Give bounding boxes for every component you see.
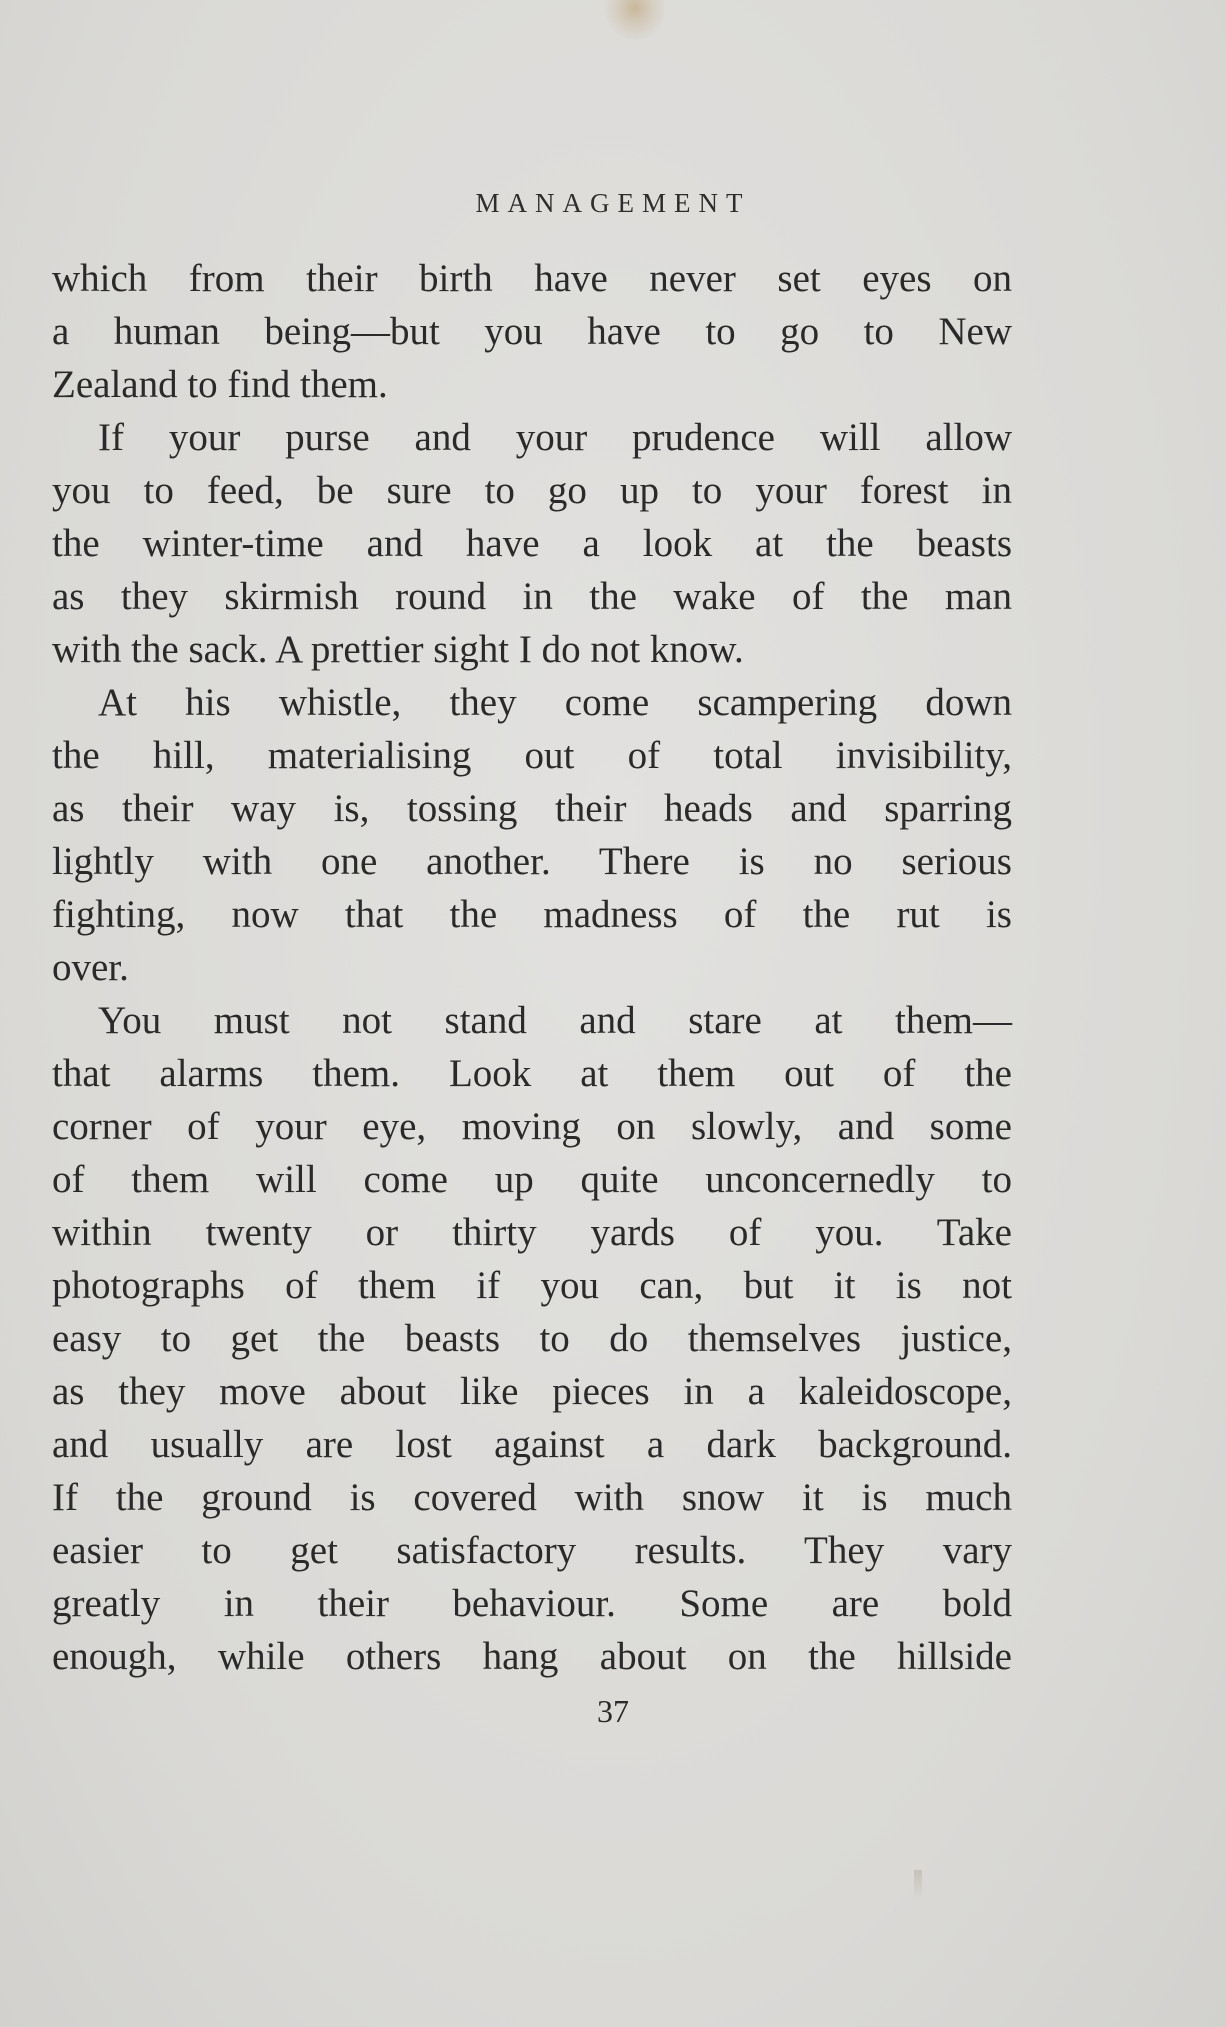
text-line: and usually are lost against a dark background. [52,1423,1012,1466]
text-line: greatly in their behaviour. Some are bold [52,1582,1012,1625]
text-line: lightly with one another. There is no serious [52,840,1012,883]
text-line: corner of your eye, moving on slowly, and some [52,1105,1012,1148]
text-line: as they skirmish round in the wake of the man [52,575,1012,618]
text-line: of them will come up quite unconcernedly to [52,1158,1012,1201]
text-line: over. [52,946,129,989]
text-line: easy to get the beasts to do themselves justice, [52,1317,1012,1360]
text-line: Zealand to find them. [52,363,388,406]
page-number: 37 [597,1693,629,1729]
text-line: which from their birth have never set eyes on [52,257,1012,300]
paper-stain [605,0,665,40]
text-line: You must not stand and stare at them— [98,999,1012,1042]
text-line: If your purse and your prudence will allow [98,416,1012,459]
text-line: If the ground is covered with snow it is much [52,1476,1012,1519]
text-line: as they move about like pieces in a kaleidoscope, [52,1370,1012,1413]
text-line: At his whistle, they come scampering down [98,681,1012,724]
text-line: fighting, now that the madness of the rut is [52,893,1012,936]
text-line: photographs of them if you can, but it is not [52,1264,1012,1307]
text-line: the hill, materialising out of total invisibility, [52,734,1012,777]
text-line: enough, while others hang about on the hillside [52,1635,1012,1678]
text-line: as their way is, tossing their heads and sparring [52,787,1012,830]
text-line: the winter-time and have a look at the beasts [52,522,1012,565]
text-line: with the sack. A prettier sight I do not know. [52,628,744,671]
text-line: within twenty or thirty yards of you. Take [52,1211,1012,1254]
text-line: easier to get satisfactory results. They vary [52,1529,1012,1572]
body-text [52,252,1012,1683]
text-line: you to feed, be sure to go up to your forest in [52,469,1012,512]
running-head: MANAGEMENT [475,188,751,218]
text-line: a human being—but you have to go to New [52,310,1012,353]
text-line: that alarms them. Look at them out of the [52,1052,1012,1095]
paper-mark [914,1870,922,1900]
